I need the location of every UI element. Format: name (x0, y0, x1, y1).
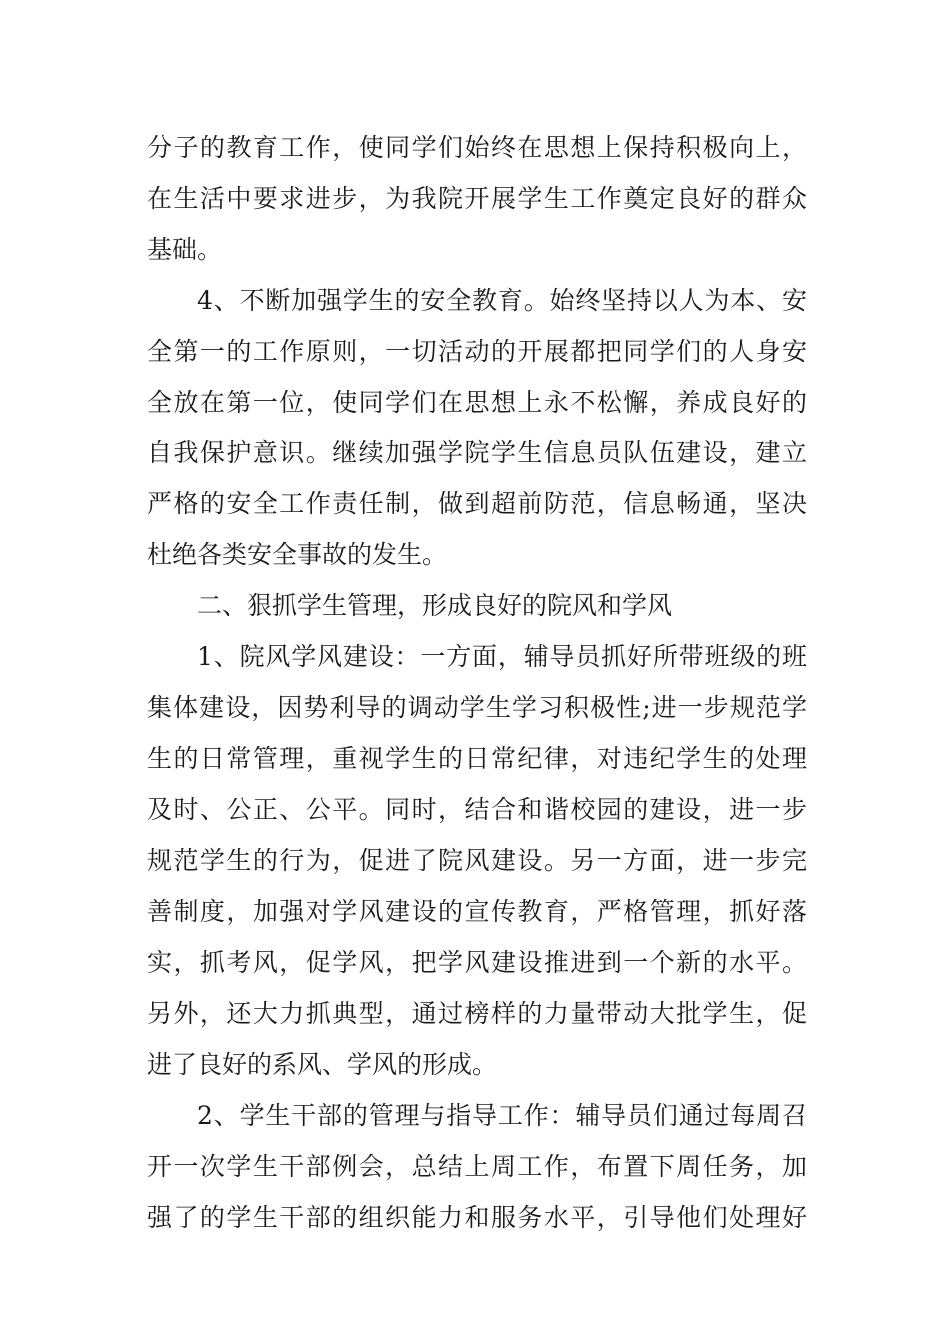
text-line: 及时、公正、公平。同时，结合和谐校园的建设，进一步 (147, 795, 807, 824)
text-line: 自我保护意识。继续加强学院学生信息员队伍建设，建立 (147, 438, 807, 467)
text-line: 实，抓考风，促学风，把学风建设推进到一个新的水平。 (147, 948, 807, 977)
text-line: 善制度，加强对学风建设的宣传教育，严格管理，抓好落 (147, 897, 807, 926)
text-line: 强了的学生干部的组织能力和服务水平，引导他们处理好 (147, 1203, 807, 1232)
text-line: 杜绝各类安全事故的发生。 (147, 540, 448, 569)
paragraph-start-line: 4、不断加强学生的安全教育。始终坚持以人为本、安 (197, 286, 807, 315)
paragraph-start-line: 2、学生干部的管理与指导工作：辅导员们通过每周召 (197, 1101, 807, 1130)
text-line: 分子的教育工作，使同学们始终在思想上保持积极向上， (147, 133, 807, 162)
text-line: 集体建设，因势利导的调动学生学习积极性;进一步规范学 (147, 693, 807, 722)
text-line: 在生活中要求进步，为我院开展学生工作奠定良好的群众 (147, 184, 807, 213)
text-line: 进了良好的系风、学风的形成。 (147, 1050, 498, 1079)
text-line: 生的日常管理，重视学生的日常纪律，对违纪学生的处理 (147, 744, 807, 773)
text-line: 全放在第一位，使同学们在思想上永不松懈，养成良好的 (147, 388, 807, 417)
text-line: 另外，还大力抓典型，通过榜样的力量带动大批学生，促 (147, 999, 807, 1028)
text-line: 开一次学生干部例会，总结上周工作，布置下周任务，加 (147, 1152, 807, 1181)
text-line: 基础。 (147, 235, 223, 264)
text-line: 规范学生的行为，促进了院风建设。另一方面，进一步完 (147, 846, 807, 875)
text-line: 全第一的工作原则，一切活动的开展都把同学们的人身安 (147, 337, 807, 366)
section-heading: 二、狠抓学生管理，形成良好的院风和学风 (197, 591, 673, 620)
text-line: 严格的安全工作责任制，做到超前防范，信息畅通，坚决 (147, 489, 807, 518)
paragraph-start-line: 1、院风学风建设：一方面，辅导员抓好所带班级的班 (197, 642, 807, 671)
